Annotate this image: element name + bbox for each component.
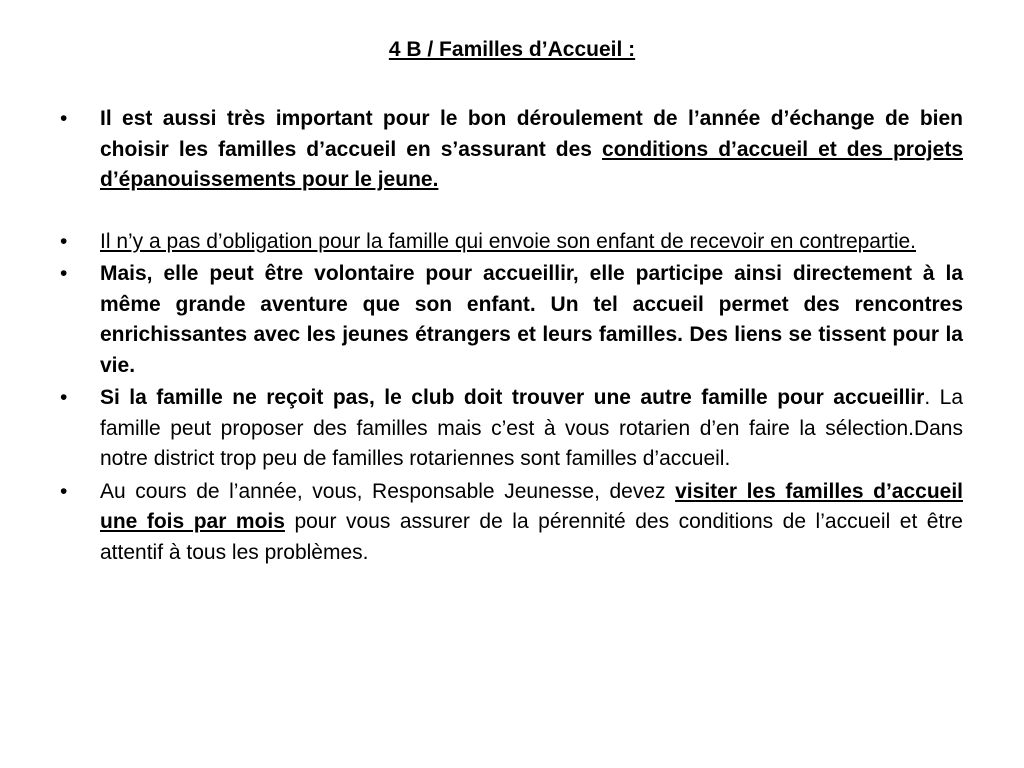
bullet-item-host-family-choice [60,104,963,196]
bullet-list [60,104,963,568]
slide-title [0,36,1024,64]
bullet-text: . La famille peut proposer des familles mais c’est à vous rotarien d’en faire la sélection.Dans notre district trop peu de familles rotariennes sont familles d’accueil. [100,386,964,470]
bullet-item-monthly-visit [60,477,963,569]
bullet-text: Il n’y a pas d’obligation pour la famille qui envoie son enfant de recevoir en contrepartie. [100,229,916,253]
bullet-text-emphasis: visiter les familles d’accueil une fois par mois [100,479,963,533]
bullet-marker: • [60,479,68,503]
bullet-text-end: pour vous assurer de la pérennité des conditions de l’accueil et être attentif à tous les problèmes. [100,510,963,564]
bullet-marker: • [60,107,68,130]
bullet-item-club-finds-family [60,383,963,475]
bullet-item-volunteer-hosting [60,259,963,381]
bullet-text-emphasis: Si la famille ne reçoit pas, le club doit trouver une autre famille pour accueillir [100,386,925,409]
bullet-text: Il est aussi très important pour le bon déroulement de l’année d’échange de bien choisir les familles d’accueil en s’assurant des [100,107,963,161]
slide-title-text: 4 B / Familles d’Accueil : [388,38,636,61]
bullet-marker: • [60,262,68,285]
bullet-text-emphasis: conditions d’accueil et des projets d’épanouissements pour le jeune. [100,137,963,191]
bullet-item-no-obligation [60,227,963,258]
bullet-marker: • [60,229,68,253]
bullet-marker: • [60,386,68,409]
bullet-text: Au cours de l’année, vous, Responsable Jeunesse, devez [100,479,676,503]
bullet-text: Mais, elle peut être volontaire pour accueillir, elle participe ainsi directement à la même grande aventure que son enfant. Un tel accueil permet des rencontres enrichissantes avec les jeunes étrangers et leurs familles. Des liens se tissent pour la vie. [100,262,963,377]
